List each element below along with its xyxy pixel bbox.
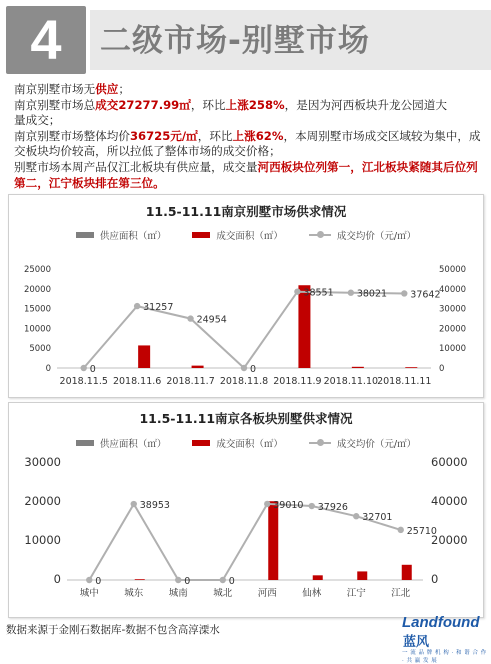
- x-tick-label: 2018.11.9: [273, 376, 322, 387]
- y-tick-label: 30000: [24, 455, 61, 469]
- legend-price: 成交均价（元/㎡）: [309, 436, 416, 450]
- section-header: [0, 0, 491, 80]
- price-point: [294, 288, 300, 294]
- y2-tick-label: 0: [439, 364, 445, 374]
- summary-line-deal: 南京别墅市场总成交27277.99㎡，环比上涨258%，是因为河西板块升龙公园道大: [14, 97, 447, 112]
- price-data-label: 25710: [406, 525, 437, 537]
- y-tick-label: 20000: [23, 284, 51, 295]
- y-tick-label: 25000: [23, 265, 51, 275]
- price-point: [241, 365, 247, 371]
- deal-bar: [402, 565, 412, 580]
- x-tick-label: 河西: [257, 588, 277, 599]
- y-tick-label: 5000: [29, 344, 51, 355]
- summary-text: [14, 82, 484, 191]
- legend-supply: 供应面积（㎡）: [76, 436, 167, 450]
- x-tick-label: 城北: [213, 588, 233, 599]
- y2-tick-label: 40000: [431, 494, 468, 508]
- price-point: [353, 513, 359, 519]
- x-tick-label: 仙林: [302, 588, 322, 599]
- x-tick-label: 2018.11.6: [112, 376, 162, 387]
- y2-tick-label: 30000: [439, 304, 467, 315]
- price-data-label: 0: [228, 576, 235, 587]
- y-tick-label: 10000: [23, 324, 51, 335]
- price-point: [81, 365, 87, 371]
- district-chart-panel: [8, 402, 484, 618]
- price-point: [131, 501, 137, 507]
- deal-bar: [135, 579, 145, 580]
- price-data-label: 38021: [356, 288, 388, 300]
- price-data-label: 37926: [317, 502, 348, 514]
- y-tick-label: 15000: [23, 304, 51, 315]
- price-point: [398, 527, 404, 533]
- price-data-label: 38953: [139, 500, 170, 512]
- y-tick-label: 0: [45, 364, 51, 374]
- logo-slogan: 一 流 品 牌 机 构 · 和 谐 合 作 · 共 赢 发 展: [402, 650, 487, 664]
- price-point: [187, 315, 193, 321]
- legend-price: 成交均价（元/㎡）: [309, 228, 416, 242]
- price-line: [84, 292, 405, 368]
- logo-wordmark: Landfound: [402, 614, 480, 631]
- legend-deal: 成交面积（㎡）: [192, 228, 283, 242]
- price-point: [309, 503, 315, 509]
- legend-supply: 供应面积（㎡）: [76, 228, 167, 242]
- price-data-label: 0: [95, 576, 102, 587]
- summary-line-supply: 南京别墅市场无供应；: [14, 82, 130, 96]
- y2-tick-label: 20000: [431, 533, 468, 547]
- price-point: [86, 577, 92, 583]
- y2-tick-label: 40000: [439, 284, 467, 295]
- deal-bar: [313, 575, 323, 580]
- deal-bar: [192, 366, 204, 368]
- company-logo: [402, 612, 488, 664]
- price-data-label: 24954: [196, 314, 227, 326]
- y2-tick-label: 50000: [439, 265, 467, 275]
- y-tick-label: 20000: [24, 494, 61, 508]
- y2-tick-label: 0: [431, 572, 439, 586]
- x-tick-label: 江北: [391, 588, 411, 599]
- weekly-chart-panel: [8, 194, 484, 398]
- deal-bar: [405, 367, 417, 368]
- deal-bar: [138, 345, 150, 368]
- price-data-label: 0: [184, 576, 191, 587]
- x-tick-label: 2018.11.5: [59, 376, 108, 387]
- section-number: 4: [6, 6, 86, 74]
- price-data-label: 0: [89, 364, 96, 375]
- legend-deal: 成交面积（㎡）: [192, 436, 283, 450]
- price-point: [220, 577, 226, 583]
- price-data-label: 31257: [143, 302, 174, 314]
- data-source-note: 数据来源于金刚石数据库-数据不包含高淳溧水: [6, 624, 220, 636]
- x-tick-label: 2018.11.8: [219, 376, 269, 387]
- y2-tick-label: 10000: [439, 344, 467, 355]
- deal-bar: [268, 501, 278, 580]
- summary-line-districts: 别墅市场本周产品仅江北板块有供应量，成交量河西板块位列第一，江北板块紧随其后位列第二，江宁板块排在第三位。: [14, 159, 478, 190]
- deal-bar: [357, 571, 367, 580]
- weekly-chart-svg: [9, 195, 483, 397]
- x-tick-label: 2018.11.10: [323, 376, 379, 387]
- price-point: [348, 290, 354, 296]
- price-data-label: 39010: [273, 499, 304, 511]
- y2-tick-label: 60000: [431, 455, 468, 469]
- logo-chinese: 蓝风: [403, 635, 430, 650]
- section-title: 二级市场-别墅市场: [100, 23, 370, 59]
- x-tick-label: 2018.11.11: [377, 376, 432, 387]
- deal-bar: [352, 367, 364, 368]
- summary-line-deal-cont: 量成交；: [14, 113, 61, 128]
- price-data-label: 38551: [303, 287, 334, 299]
- summary-line-price: 南京别墅市场整体均价36725元/㎡，环比上涨62%，本周别墅市场成交区域较为集中，成交板块均价较高，所以拉低了整体市场的成交价格；: [14, 128, 481, 159]
- x-tick-label: 江宁: [346, 588, 366, 599]
- price-point: [134, 303, 140, 309]
- chart-title: 11.5-11.11南京各板块别墅供求情况: [139, 411, 353, 426]
- price-point: [401, 290, 407, 296]
- price-point: [264, 501, 270, 507]
- x-tick-label: 城东: [124, 588, 144, 599]
- price-data-label: 37642: [410, 289, 441, 301]
- x-tick-label: 城南: [168, 588, 188, 599]
- price-data-label: 0: [250, 364, 257, 375]
- price-data-label: 32701: [362, 512, 393, 524]
- district-chart-svg: [9, 403, 483, 617]
- y2-tick-label: 20000: [439, 324, 467, 335]
- x-tick-label: 2018.11.7: [166, 376, 215, 387]
- chart-title: 11.5-11.11南京别墅市场供求情况: [145, 204, 347, 219]
- y-tick-label: 10000: [24, 533, 61, 547]
- price-point: [175, 577, 181, 583]
- x-tick-label: 城中: [79, 588, 99, 599]
- y-tick-label: 0: [53, 572, 61, 586]
